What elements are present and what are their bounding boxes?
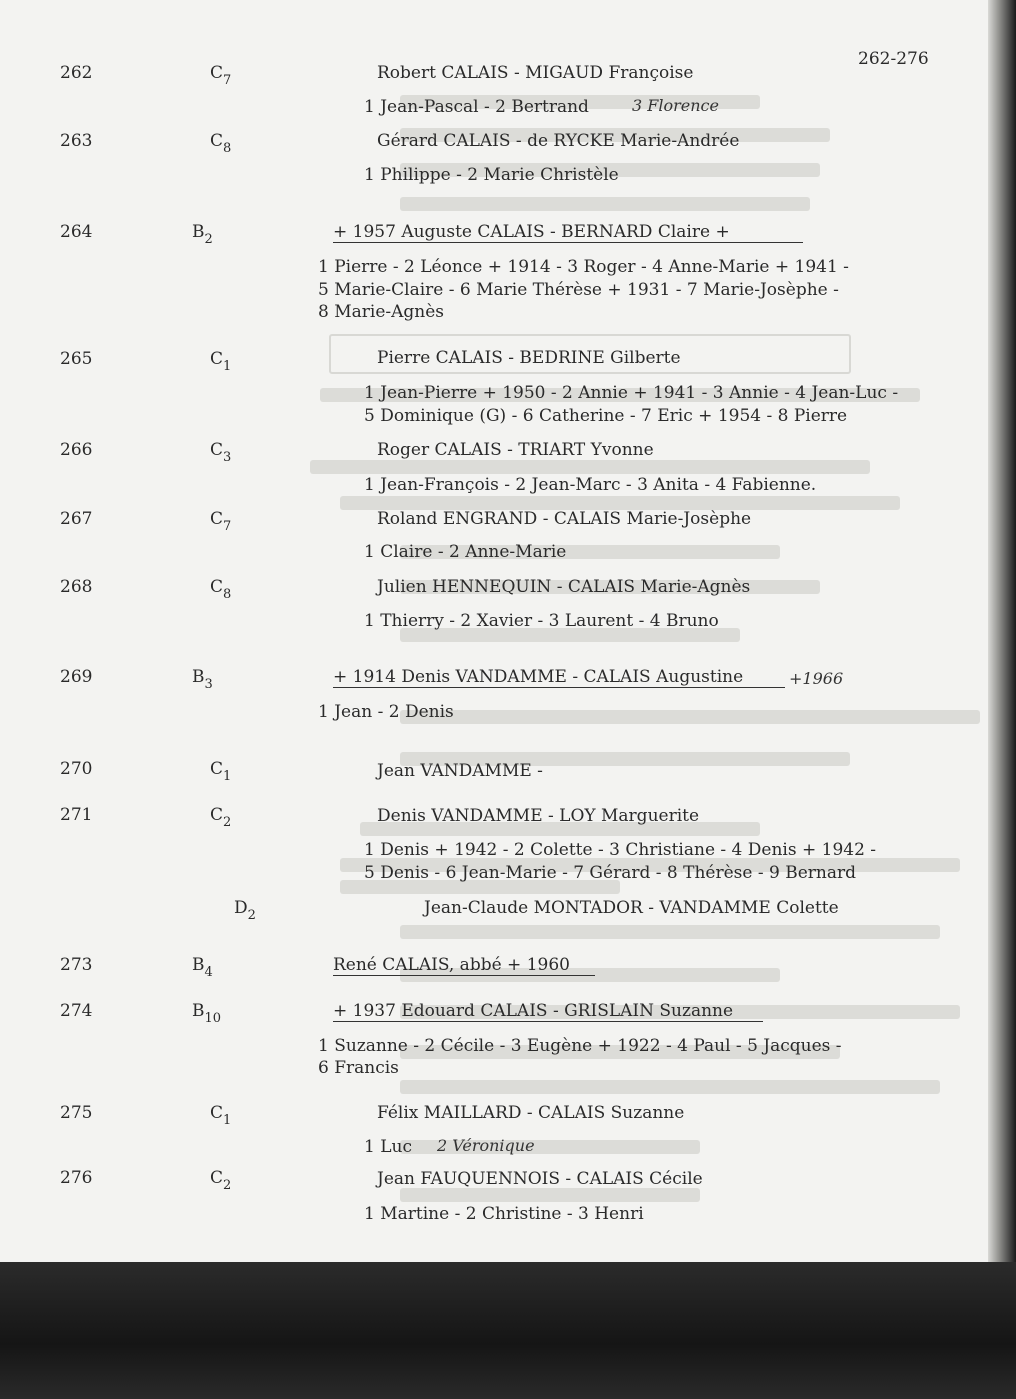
handwritten-note: 3 Florence [632,96,719,115]
generation-code: $C_8$ [210,131,232,156]
children-line: 1 Pierre - 2 Léonce + 1914 - 3 Roger - 4 Anne-Marie + 1941 - [318,257,849,277]
couple-title: + 1937 Edouard CALAIS - GRISLAIN Suzanne [333,1001,734,1021]
children-line: 1 Jean - 2 Denis [318,702,454,722]
children-line: 1 Jean-Pascal - 2 Bertrand [364,97,589,117]
entry-number: 264 [60,222,93,242]
page-range: 262-276 [858,49,929,69]
entry-number: 263 [60,131,93,151]
couple-title: Jean VANDAMME - [377,761,543,781]
generation-code: $C_1$ [210,1103,232,1128]
children-line: 1 Denis + 1942 - 2 Colette - 3 Christiane - 4 Denis + 1942 - [364,840,877,860]
title-underline [333,975,595,976]
scan-bottom-background [0,1262,1016,1399]
generation-code: $C_2$ [210,1168,232,1193]
generation-code: $B_2$ [192,222,213,247]
couple-title: Roland ENGRAND - CALAIS Marie-Josèphe [377,509,752,529]
children-line: 8 Marie-Agnès [318,302,445,322]
entry-number: 273 [60,955,93,975]
title-underline [333,687,785,688]
couple-title: Jean-Claude MONTADOR - VANDAMME Colette [424,898,839,918]
entry-number: 268 [60,577,93,597]
entry-number: 266 [60,440,93,460]
children-line: 1 Thierry - 2 Xavier - 3 Laurent - 4 Bruno [364,611,719,631]
couple-title: Pierre CALAIS - BEDRINE Gilberte [377,348,681,368]
couple-title: + 1914 Denis VANDAMME - CALAIS Augustine [333,667,744,687]
children-line: 1 Jean-François - 2 Jean-Marc - 3 Anita - 4 Fabienne. [364,475,817,495]
handwritten-note: 2 Véronique [437,1136,535,1155]
generation-code: $D_2$ [234,898,256,923]
entry-number: 262 [60,63,93,83]
generation-code: $C_3$ [210,440,232,465]
handwritten-note: +1966 [789,669,844,688]
title-underline [333,242,803,243]
couple-title: Roger CALAIS - TRIART Yvonne [377,440,654,460]
generation-code: $C_1$ [210,349,232,374]
couple-title: Gérard CALAIS - de RYCKE Marie-Andrée [377,131,740,151]
children-line: 6 Francis [318,1058,399,1078]
generation-code: $C_7$ [210,509,232,534]
title-underline [333,1021,763,1022]
entry-number: 269 [60,667,93,687]
couple-title: + 1957 Auguste CALAIS - BERNARD Claire + [333,222,730,242]
children-line: 1 Luc [364,1137,412,1157]
entry-number: 275 [60,1103,93,1123]
children-line: 1 Martine - 2 Christine - 3 Henri [364,1204,644,1224]
scan-edge-shadow [988,0,1016,1399]
children-line: 5 Marie-Claire - 6 Marie Thérèse + 1931 - 7 Marie-Josèphe - [318,280,839,300]
generation-code: $C_7$ [210,63,232,88]
generation-code: $B_3$ [192,667,213,692]
children-line: 1 Philippe - 2 Marie Christèle [364,165,619,185]
entry-number: 267 [60,509,93,529]
generation-code: $C_2$ [210,805,232,830]
children-line: 1 Suzanne - 2 Cécile - 3 Eugène + 1922 - 4 Paul - 5 Jacques - [318,1036,842,1056]
generation-code: $B_4$ [192,955,213,980]
generation-code: $C_1$ [210,759,232,784]
children-line: 5 Denis - 6 Jean-Marie - 7 Gérard - 8 Thérèse - 9 Bernard [364,863,856,883]
entry-number: 274 [60,1001,93,1021]
entry-number: 276 [60,1168,93,1188]
couple-title: Félix MAILLARD - CALAIS Suzanne [377,1103,685,1123]
entry-number: 271 [60,805,93,825]
children-line: 1 Jean-Pierre + 1950 - 2 Annie + 1941 - 3 Annie - 4 Jean-Luc - [364,383,899,403]
couple-title: Robert CALAIS - MIGAUD Françoise [377,63,694,83]
couple-title: Jean FAUQUENNOIS - CALAIS Cécile [377,1169,703,1189]
couple-title: René CALAIS, abbé + 1960 [333,955,570,975]
children-line: 5 Dominique (G) - 6 Catherine - 7 Eric + 1954 - 8 Pierre [364,406,848,426]
children-line: 1 Claire - 2 Anne-Marie [364,542,567,562]
entry-number: 270 [60,759,93,779]
generation-code: $C_8$ [210,577,232,602]
couple-title: Denis VANDAMME - LOY Marguerite [377,806,700,826]
generation-code: $B_{10}$ [192,1001,222,1026]
couple-title: Julien HENNEQUIN - CALAIS Marie-Agnès [377,577,751,597]
entry-number: 265 [60,349,93,369]
